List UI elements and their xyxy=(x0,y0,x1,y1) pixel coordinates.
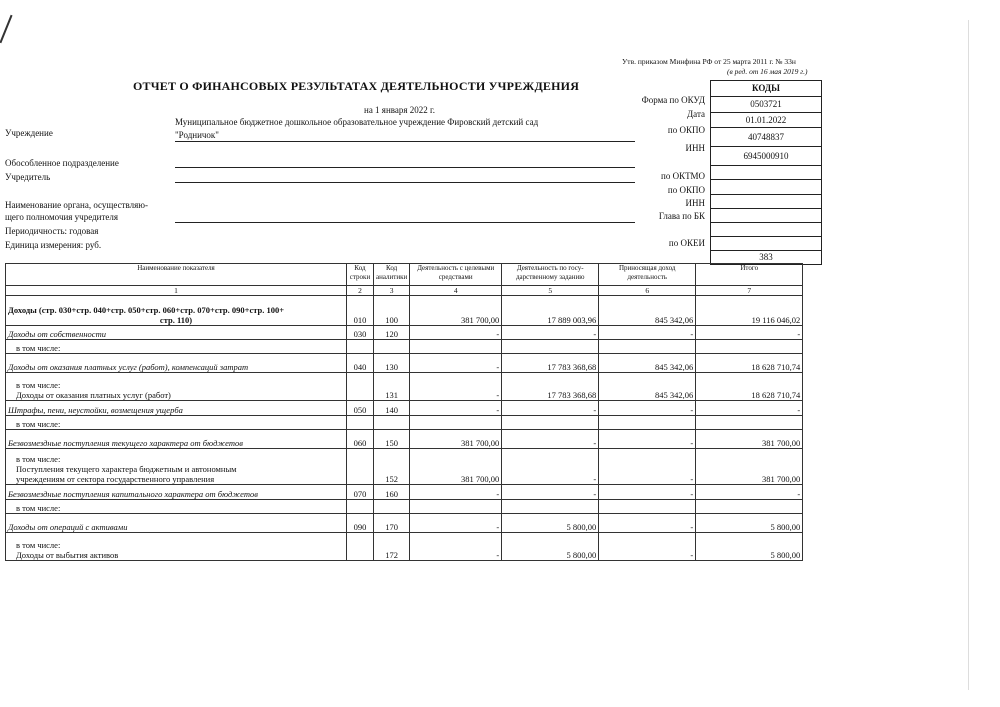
row-state-task: 17 889 003,96 xyxy=(502,296,599,326)
row-name-line: в том числе: xyxy=(16,343,61,353)
unit-of-measure: Единица измерения: руб. xyxy=(5,240,102,250)
oktmo-value xyxy=(711,179,821,194)
row-state-task xyxy=(502,340,599,354)
row-income xyxy=(599,416,696,430)
blank-cell xyxy=(711,165,821,179)
row-state-task: - xyxy=(502,485,599,500)
row-targeted xyxy=(410,340,502,354)
table-row xyxy=(6,296,803,326)
row-name-line: Безвозмездные поступления капитального характера от бюджетов xyxy=(8,489,258,499)
row-targeted: 381 700,00 xyxy=(410,449,502,485)
row-name xyxy=(6,296,347,326)
row-name xyxy=(6,514,347,533)
col-number: 7 xyxy=(696,286,803,296)
founder-inn-value xyxy=(711,208,821,222)
row-total: - xyxy=(696,401,803,416)
pen-stroke-mark xyxy=(0,15,13,44)
row-targeted: 381 700,00 xyxy=(410,296,502,326)
row-state-task: 17 783 368,68 xyxy=(502,373,599,401)
authority-label-line1: Наименование органа, осуществляю- xyxy=(5,200,148,210)
row-analytics: 150 xyxy=(374,430,410,449)
row-name xyxy=(6,430,347,449)
col-header-income: Приносящая доход деятельность xyxy=(599,264,696,286)
row-name-line: учреждениям от сектора государственного управления xyxy=(16,474,215,484)
row-income: 845 342,06 xyxy=(599,373,696,401)
row-name xyxy=(6,373,347,401)
table-row xyxy=(6,500,803,514)
row-name-line: в том числе: xyxy=(16,540,61,550)
row-income: - xyxy=(599,485,696,500)
row-total: 18 628 710,74 xyxy=(696,373,803,401)
row-total: - xyxy=(696,485,803,500)
row-analytics: 172 xyxy=(374,533,410,561)
row-analytics xyxy=(374,416,410,430)
blank-cell-2 xyxy=(711,236,821,250)
row-name xyxy=(6,340,347,354)
row-name-line: в том числе: xyxy=(16,503,61,513)
row-targeted: - xyxy=(410,533,502,561)
row-code: 050 xyxy=(347,401,374,416)
codes-header: КОДЫ xyxy=(752,83,780,93)
row-total: - xyxy=(696,326,803,340)
row-total xyxy=(696,340,803,354)
row-targeted: - xyxy=(410,354,502,373)
row-total xyxy=(696,416,803,430)
row-state-task: - xyxy=(502,401,599,416)
inn-label: ИНН xyxy=(685,143,705,153)
table-row xyxy=(6,514,803,533)
table-row xyxy=(6,373,803,401)
row-name xyxy=(6,533,347,561)
row-income: - xyxy=(599,533,696,561)
row-name-line: стр. 110) xyxy=(159,315,193,325)
row-code: 090 xyxy=(347,514,374,533)
row-targeted: - xyxy=(410,514,502,533)
row-total: 5 800,00 xyxy=(696,533,803,561)
row-name xyxy=(6,416,347,430)
row-code: 010 xyxy=(347,296,374,326)
row-state-task: 5 800,00 xyxy=(502,514,599,533)
subdivision-label: Обособленное подразделение xyxy=(5,158,119,168)
row-name-line: Безвозмездные поступления текущего характера от бюджетов xyxy=(8,438,243,448)
institution-label: Учреждение xyxy=(5,128,53,138)
row-income: 845 342,06 xyxy=(599,354,696,373)
row-name xyxy=(6,326,347,340)
row-code xyxy=(347,449,374,485)
row-state-task: 17 783 368,68 xyxy=(502,354,599,373)
col-header-name: Наименование показателя xyxy=(6,264,347,286)
periodicity: Периодичность: годовая xyxy=(5,226,99,236)
authority-underline xyxy=(175,222,635,223)
codes-box xyxy=(710,80,822,265)
subdivision-underline xyxy=(175,167,635,168)
table-row xyxy=(6,326,803,340)
okpo-label: по ОКПО xyxy=(667,125,705,135)
row-total xyxy=(696,500,803,514)
row-state-task xyxy=(502,500,599,514)
row-income: - xyxy=(599,430,696,449)
row-name-line: Доходы от операций с активами xyxy=(8,522,128,532)
row-state-task: - xyxy=(502,430,599,449)
institution-underline xyxy=(175,141,635,142)
table-row xyxy=(6,340,803,354)
row-income xyxy=(599,500,696,514)
approval-note: Утв. приказом Минфина РФ от 25 марта 2011 г. № 33н xyxy=(622,57,796,66)
row-code: 040 xyxy=(347,354,374,373)
founder-inn-label: ИНН xyxy=(685,198,705,208)
row-analytics: 120 xyxy=(374,326,410,340)
financial-results-table xyxy=(5,263,803,561)
row-analytics: 130 xyxy=(374,354,410,373)
row-total: 381 700,00 xyxy=(696,430,803,449)
row-code: 060 xyxy=(347,430,374,449)
row-total: 381 700,00 xyxy=(696,449,803,485)
col-number: 4 xyxy=(410,286,502,296)
okei-value: 383 xyxy=(711,250,821,264)
row-targeted: - xyxy=(410,401,502,416)
col-number: 2 xyxy=(347,286,374,296)
row-analytics: 140 xyxy=(374,401,410,416)
okud-label: Форма по ОКУД xyxy=(641,95,705,105)
row-analytics xyxy=(374,500,410,514)
scan-edge-line xyxy=(968,20,969,690)
row-name xyxy=(6,485,347,500)
okud-value: 0503721 xyxy=(711,96,821,112)
okpo-value: 40748837 xyxy=(711,127,821,146)
row-targeted xyxy=(410,500,502,514)
row-name xyxy=(6,401,347,416)
row-income: - xyxy=(599,326,696,340)
row-analytics xyxy=(374,340,410,354)
table-row xyxy=(6,533,803,561)
founder-okpo-label: по ОКПО xyxy=(667,185,705,195)
col-header-analytics: Код аналитики xyxy=(374,264,410,286)
report-date: на 1 января 2022 г. xyxy=(364,105,435,115)
row-name-line: Доходы от собственности xyxy=(8,329,106,339)
col-header-targeted: Деятельность с целевыми средствами xyxy=(410,264,502,286)
authority-label-line2: щего полномочия учредителя xyxy=(5,212,119,222)
row-code xyxy=(347,533,374,561)
row-name-line: Доходы от выбытия активов xyxy=(16,550,119,560)
date-label: Дата xyxy=(687,109,705,119)
row-state-task: 5 800,00 xyxy=(502,533,599,561)
row-state-task: - xyxy=(502,326,599,340)
row-name-line: в том числе: xyxy=(16,454,61,464)
row-analytics: 152 xyxy=(374,449,410,485)
row-analytics: 131 xyxy=(374,373,410,401)
row-targeted xyxy=(410,416,502,430)
row-code: 070 xyxy=(347,485,374,500)
row-analytics: 160 xyxy=(374,485,410,500)
row-name xyxy=(6,500,347,514)
table-row xyxy=(6,354,803,373)
row-targeted: - xyxy=(410,373,502,401)
bk-value xyxy=(711,222,821,236)
bk-label: Глава по БК xyxy=(658,211,705,221)
table-row xyxy=(6,401,803,416)
institution-name-line1: Муниципальное бюджетное дошкольное образовательное учреждение Фировский детский сад xyxy=(175,117,539,127)
institution-name-line2: "Родничок" xyxy=(175,130,219,140)
row-analytics: 100 xyxy=(374,296,410,326)
row-state-task xyxy=(502,416,599,430)
col-number: 5 xyxy=(502,286,599,296)
row-name-line: Доходы от оказания платных услуг (работ), компенсаций затрат xyxy=(8,362,249,372)
row-code xyxy=(347,500,374,514)
founder-underline xyxy=(175,182,635,183)
col-number: 1 xyxy=(6,286,347,296)
col-header-state-task: Деятельность по госу-дарственному заданию xyxy=(502,264,599,286)
row-total: 19 116 046,02 xyxy=(696,296,803,326)
col-header-total: Итого xyxy=(696,264,803,286)
row-income: 845 342,06 xyxy=(599,296,696,326)
col-header-code: Код строки xyxy=(347,264,374,286)
row-income: - xyxy=(599,401,696,416)
row-name-line: Доходы от оказания платных услуг (работ) xyxy=(16,390,171,400)
row-total: 5 800,00 xyxy=(696,514,803,533)
col-number: 3 xyxy=(374,286,410,296)
row-name-line: в том числе: xyxy=(16,380,61,390)
row-name-line: Доходы (стр. 030+стр. 040+стр. 050+стр. 060+стр. 070+стр. 090+стр. 100+ xyxy=(8,305,285,315)
row-code xyxy=(347,416,374,430)
row-name-line: в том числе: xyxy=(16,419,61,429)
row-state-task: - xyxy=(502,449,599,485)
row-code: 030 xyxy=(347,326,374,340)
row-name-line: Штрафы, пени, неустойки, возмещения ущерба xyxy=(8,405,183,415)
row-code xyxy=(347,340,374,354)
inn-value: 6945000910 xyxy=(711,146,821,165)
founder-label: Учредитель xyxy=(5,172,51,182)
row-name xyxy=(6,354,347,373)
row-income xyxy=(599,340,696,354)
okei-label: по ОКЕИ xyxy=(668,238,705,248)
row-income: - xyxy=(599,449,696,485)
row-code xyxy=(347,373,374,401)
table-row xyxy=(6,416,803,430)
row-targeted: 381 700,00 xyxy=(410,430,502,449)
date-value: 01.01.2022 xyxy=(711,112,821,128)
col-number: 6 xyxy=(599,286,696,296)
row-name xyxy=(6,449,347,485)
approval-note-revision: (в ред. от 16 мая 2019 г.) xyxy=(727,67,808,76)
row-total: 18 628 710,74 xyxy=(696,354,803,373)
row-targeted: - xyxy=(410,485,502,500)
table-row xyxy=(6,485,803,500)
row-targeted: - xyxy=(410,326,502,340)
row-income: - xyxy=(599,514,696,533)
row-name-line: Поступления текущего характера бюджетным и автономным xyxy=(16,464,237,474)
oktmo-label: по ОКТМО xyxy=(661,171,705,181)
table-row xyxy=(6,430,803,449)
table-row xyxy=(6,449,803,485)
row-analytics: 170 xyxy=(374,514,410,533)
report-title: ОТЧЕТ О ФИНАНСОВЫХ РЕЗУЛЬТАТАХ ДЕЯТЕЛЬНОСТИ УЧРЕЖДЕНИЯ xyxy=(133,79,580,93)
founder-okpo-value xyxy=(711,194,821,208)
